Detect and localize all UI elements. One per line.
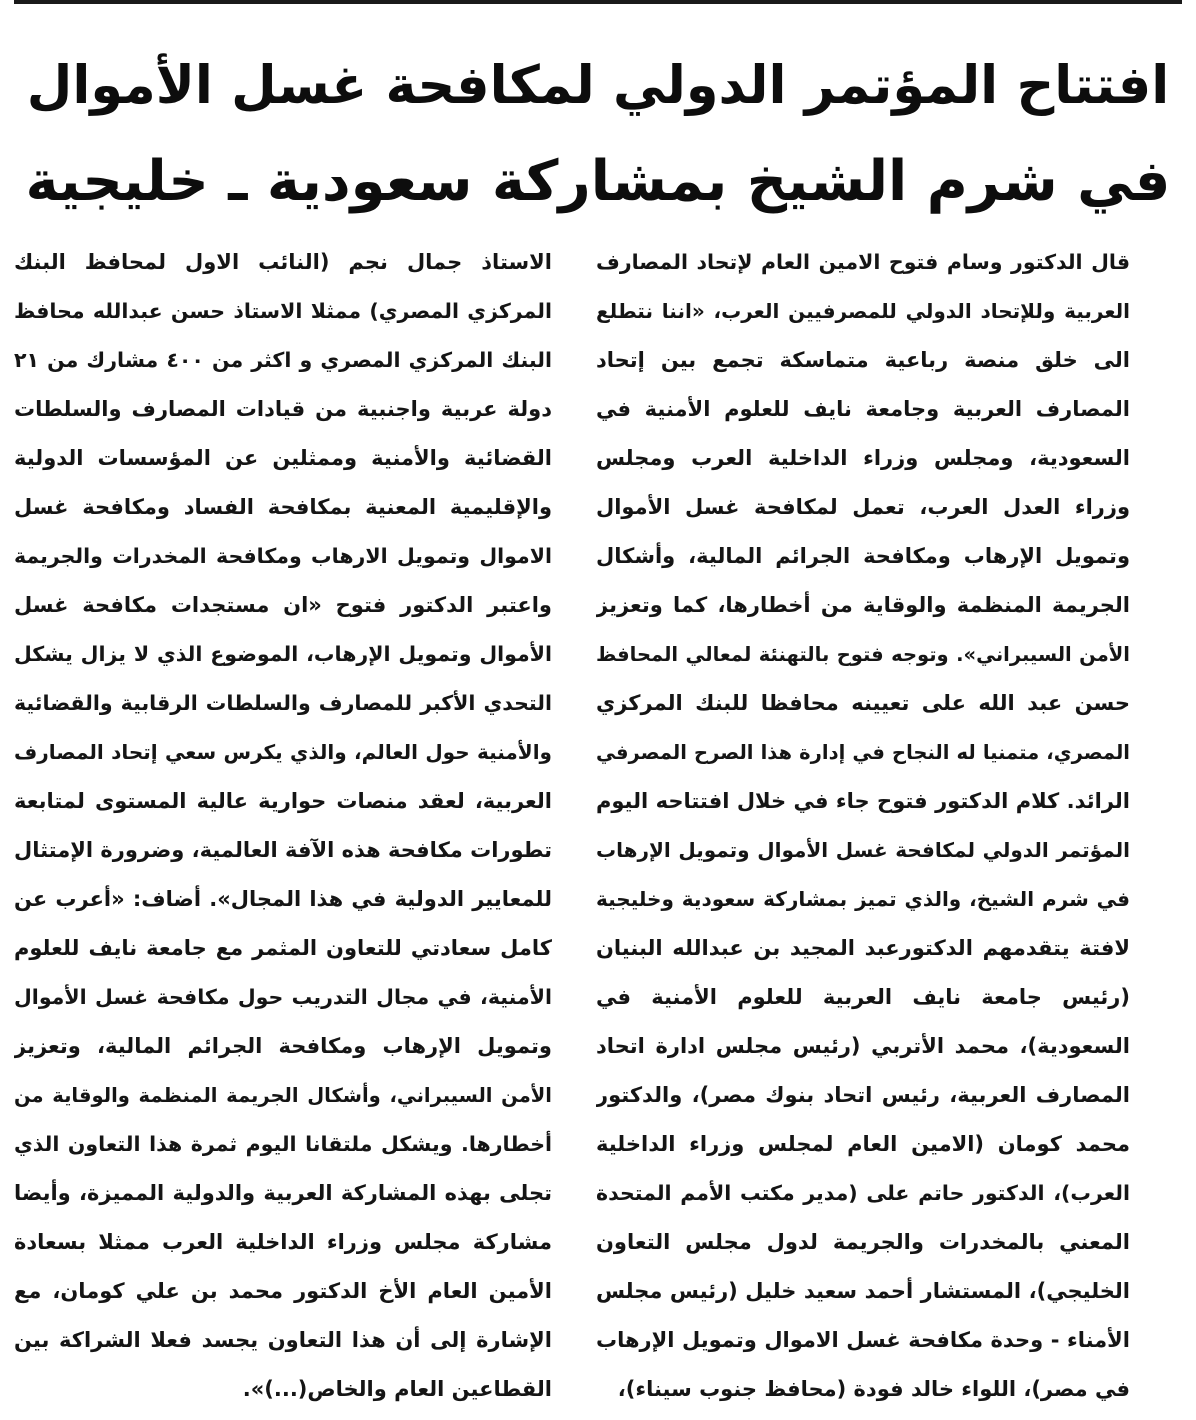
article-line: الأمناء - وحدة مكافحة غسل الاموال وتمويل الإرهاب (596, 1328, 1130, 1352)
article-line: الخليجي)، المستشار أحمد سعيد خليل (رئيس مجلس (596, 1279, 1130, 1303)
article-line: الإشارة إلى أن هذا التعاون يجسد فعلا الشراكة بين (14, 1328, 552, 1352)
article-line: في شرم الشيخ، والذي تميز بمشاركة سعودية وخليجية (596, 887, 1130, 911)
article-line: لافتة يتقدمهم الدكتورعبد المجيد بن عبدالله البنيان (596, 936, 1130, 960)
article-line: القطاعين العام والخاص(...)». (242, 1377, 552, 1401)
article-line: تجلى بهذه المشاركة العربية والدولية المميزة، وأيضا (14, 1181, 552, 1205)
article-line: والأمنية حول العالم، والذي يكرس سعي إتحاد المصارف (14, 740, 552, 764)
article-line: وتمويل الإرهاب ومكافحة الجرائم المالية، وتعزيز (14, 1034, 552, 1058)
article-line: حسن عبد الله على تعيينه محافظا للبنك المركزي (596, 691, 1130, 715)
article-line: العرب)، الدكتور حاتم على (مدير مكتب الأمم المتحدة (596, 1181, 1130, 1205)
article-line: دولة عربية واجنبية من قيادات المصارف والسلطات (14, 397, 552, 421)
article-line: محمد كومان (الامين العام لمجلس وزراء الداخلية (596, 1132, 1130, 1156)
article-line: المركزي المصري) ممثلا الاستاذ حسن عبدالله محافظ (14, 299, 552, 323)
article-line: السعودية، ومجلس وزراء الداخلية العرب ومجلس (596, 446, 1130, 470)
article-column-right (596, 238, 1130, 1410)
article-line: أخطارها. ويشكل ملتقانا اليوم ثمرة هذا التعاون الذي (14, 1132, 552, 1156)
article-line: القضائية والأمنية وممثلين عن المؤسسات الدولية (14, 446, 552, 470)
column-gutter (568, 238, 569, 1410)
article-line: الاستاذ جمال نجم (النائب الاول لمحافظ البنك (14, 250, 552, 274)
article-line: الأمنية، في مجال التدريب حول مكافحة غسل الأموال (14, 985, 552, 1009)
article-line: قال الدكتور وسام فتوح الامين العام لإتحاد المصارف (596, 250, 1130, 274)
article-line: السعودية)، محمد الأتربي (رئيس مجلس ادارة اتحاد (596, 1034, 1130, 1058)
article-line: الأمن السيبراني، وأشكال الجريمة المنظمة والوقاية من (14, 1084, 552, 1107)
article-line: تطورات مكافحة هذه الآفة العالمية، وضرورة الإمتثال (14, 838, 552, 862)
article-line: المصارف العربية، رئيس اتحاد بنوك مصر)، والدكتور (596, 1083, 1130, 1107)
article-line: الاموال وتمويل الارهاب ومكافحة المخدرات والجريمة (14, 544, 552, 568)
headline-line-1: افتتاح المؤتمر الدولي لمكافحة غسل الأموال (26, 55, 1170, 116)
article-line: وتمويل الإرهاب ومكافحة الجرائم المالية، وأشكال (596, 544, 1130, 568)
article-line: المعني بالمخدرات والجريمة لدول مجلس التعاون (596, 1230, 1130, 1254)
article-line: مشاركة مجلس وزراء الداخلية العرب ممثلا بسعادة (14, 1230, 552, 1254)
article-line: الجريمة المنظمة والوقاية من أخطارها، كما وتعزيز (596, 593, 1130, 617)
article-line: المؤتمر الدولي لمكافحة غسل الأموال وتمويل الإرهاب (596, 838, 1130, 862)
article-line: الأمين العام الأخ الدكتور محمد بن علي كومان، مع (14, 1279, 552, 1303)
article-line: المصارف العربية وجامعة نايف للعلوم الأمنية في (596, 397, 1130, 421)
article-line: للمعايير الدولية في هذا المجال». أضاف: «أعرب عن (14, 887, 552, 911)
article-line: الى خلق منصة رباعية متماسكة تجمع بين إتحاد (596, 348, 1130, 372)
article-line: وزراء العدل العرب، تعمل لمكافحة غسل الأموال (596, 495, 1130, 519)
article-line: واعتبر الدكتور فتوح «ان مستجدات مكافحة غسل (14, 593, 552, 617)
article-line: الأمن السيبراني». وتوجه فتوح بالتهنئة لمعالي المحافظ (596, 643, 1130, 666)
article-line: البنك المركزي المصري و اكثر من ٤٠٠ مشارك من ٢١ (14, 348, 552, 372)
article-headline (0, 38, 1196, 230)
article-column-left (14, 238, 552, 1410)
article-line: في مصر)، اللواء خالد فودة (محافظ جنوب سيناء)، (617, 1377, 1130, 1401)
top-rule (14, 0, 1182, 4)
headline-line-2: في شرم الشيخ بمشاركة سعودية ـ خليجية (25, 149, 1171, 214)
article-line: (رئيس جامعة نايف العربية للعلوم الأمنية في (596, 985, 1130, 1009)
article-line: الأموال وتمويل الإرهاب، الموضوع الذي لا يزال يشكل (14, 642, 552, 666)
article-line: التحدي الأكبر للمصارف والسلطات الرقابية والقضائية (14, 691, 552, 715)
article-line: العربية، لعقد منصات حوارية عالية المستوى لمتابعة (14, 789, 552, 813)
article-line: والإقليمية المعنية بمكافحة الفساد ومكافحة غسل (14, 495, 552, 519)
article-line: الرائد. كلام الدكتور فتوح جاء في خلال افتتاحه اليوم (596, 789, 1130, 813)
article-line: كامل سعادتي للتعاون المثمر مع جامعة نايف للعلوم (14, 936, 552, 960)
article-line: المصري، متمنيا له النجاح في إدارة هذا الصرح المصرفي (596, 741, 1130, 764)
article-line: العربية وللإتحاد الدولي للمصرفيين العرب، «اننا نتطلع (596, 299, 1130, 323)
